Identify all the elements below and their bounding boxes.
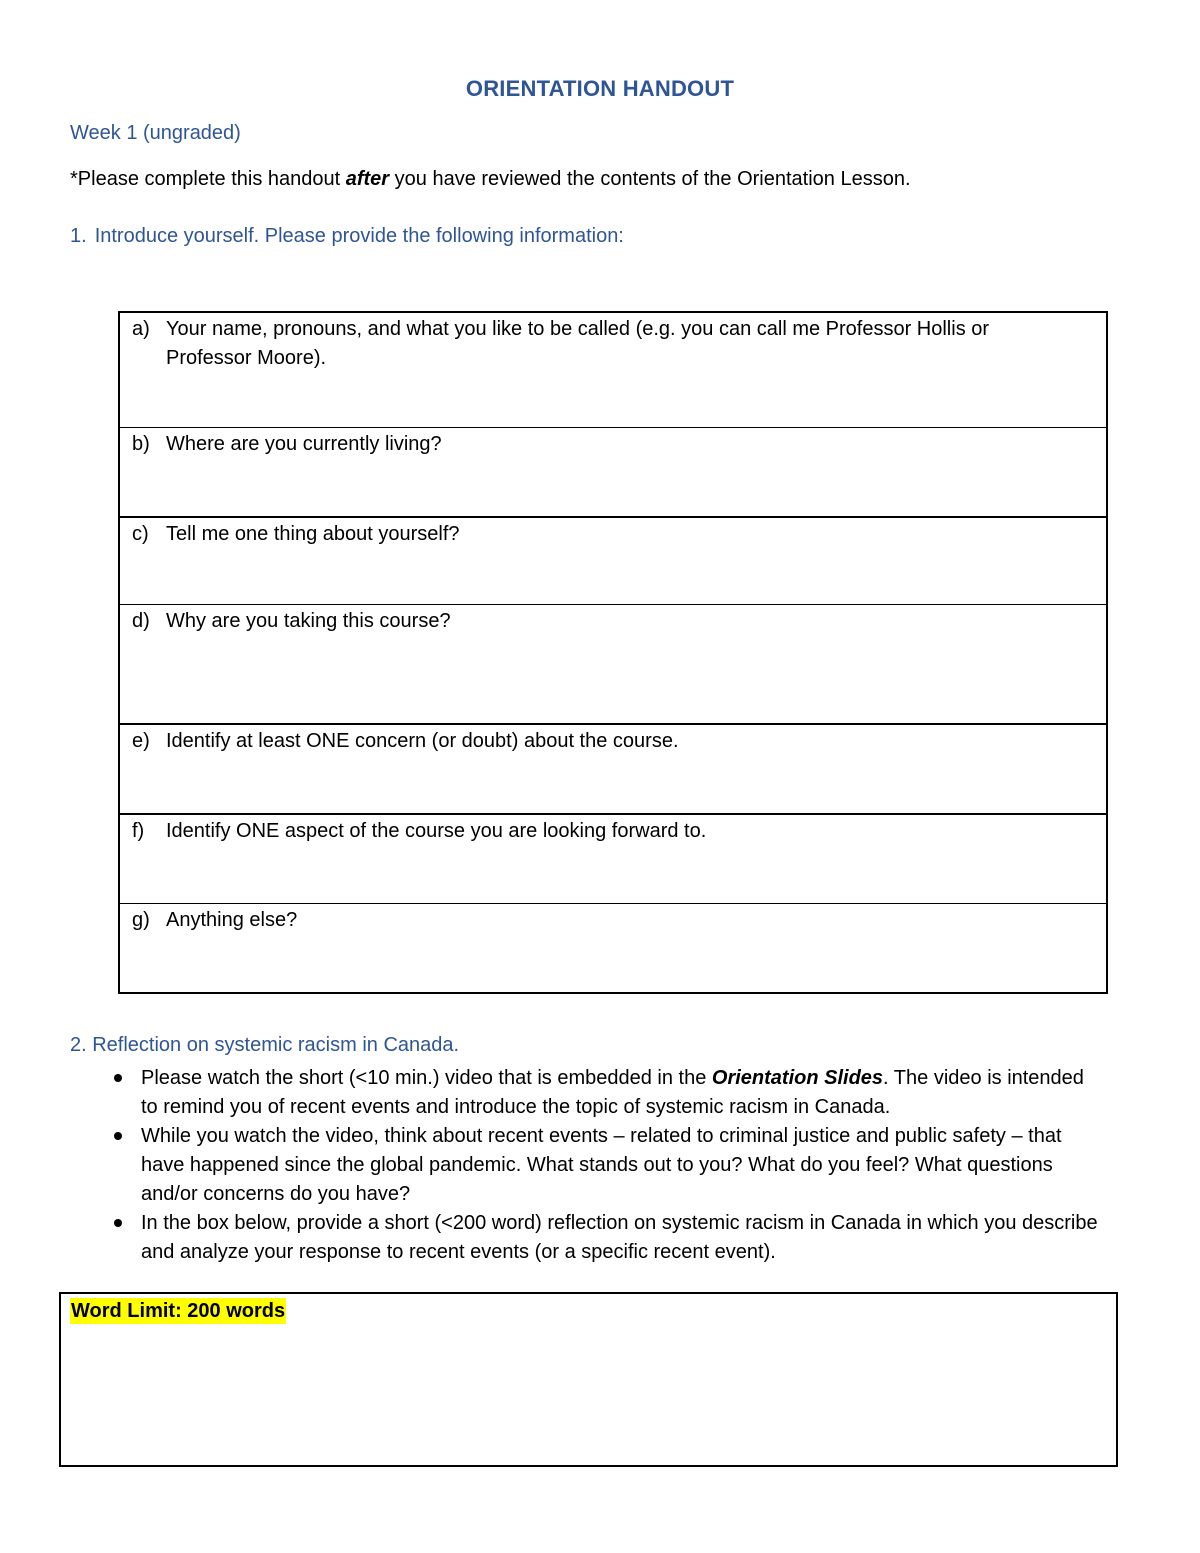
bullet-item-2 [106, 1122, 1106, 1209]
question-row-e[interactable] [120, 725, 1106, 815]
question-text: Anything else? [166, 909, 298, 931]
question-text: Identify ONE aspect of the course you are looking forward to. [166, 820, 707, 842]
question-letter: g) [132, 909, 150, 931]
bullet-text: In the box below, provide a short (<200 word) reflection on systemic racism in Canada in which you describe and analyze your response to recent events (or a specific recent event). [141, 1212, 1098, 1263]
question-text: Your name, pronouns, and what you like to be called (e.g. you can call me Professor Hollis or Professor Moore). [166, 318, 990, 369]
question-letter: d) [132, 610, 150, 632]
word-limit-label: Word Limit: 200 words [71, 1300, 286, 1322]
bullet-dot-icon [114, 1074, 122, 1082]
bullet-text: . The video is intended to remind you of recent events and introduce the topic of systemic racism in Canada. [141, 1067, 1084, 1118]
question-text: Where are you currently living? [166, 433, 442, 455]
question-letter: a) [132, 318, 150, 340]
reflection-answer-box[interactable] [59, 1292, 1118, 1467]
section1-heading [70, 225, 624, 248]
week-label: Week 1 (ungraded) [70, 122, 241, 144]
questions-table [118, 311, 1108, 994]
section2-bullet-list [106, 1064, 1106, 1267]
section2-heading: 2. Reflection on systemic racism in Canada. [70, 1034, 460, 1056]
question-letter: b) [132, 433, 150, 455]
question-letter: e) [132, 730, 150, 752]
page-title: ORIENTATION HANDOUT [465, 76, 735, 101]
question-text: Why are you taking this course? [166, 610, 451, 632]
question-text: Identify at least ONE concern (or doubt) about the course. [166, 730, 679, 752]
question-text: Tell me one thing about yourself? [166, 523, 460, 545]
question-row-a[interactable] [120, 313, 1106, 428]
bullet-text: Please watch the short (<10 min.) video that is embedded in the [141, 1067, 712, 1089]
question-letter: f) [132, 820, 145, 842]
bullet-dot-icon [114, 1219, 122, 1227]
instruction-before: *Please complete this handout [70, 168, 346, 190]
bullet-item-3 [106, 1209, 1106, 1267]
bullet-emphasis: Orientation Slides [711, 1067, 884, 1089]
instruction-emphasis: after [345, 168, 390, 190]
question-row-b[interactable] [120, 428, 1106, 518]
instruction-text [70, 168, 911, 191]
question-row-d[interactable] [120, 605, 1106, 725]
question-row-f[interactable] [120, 815, 1106, 904]
question-row-g[interactable] [120, 904, 1106, 992]
section1-number: 1. [70, 225, 87, 247]
section1-heading-text: Introduce yourself. Please provide the following information: [94, 225, 624, 247]
question-row-c[interactable] [120, 518, 1106, 605]
bullet-item-1 [106, 1064, 1106, 1122]
bullet-text: While you watch the video, think about recent events – related to criminal justice and public safety – that have happened since the global pandemic. What stands out to you? What do you feel? What questions and/or concerns do you have? [141, 1125, 1062, 1205]
question-letter: c) [132, 523, 149, 545]
instruction-after: you have reviewed the contents of the Orientation Lesson. [389, 168, 911, 190]
bullet-dot-icon [114, 1132, 122, 1140]
